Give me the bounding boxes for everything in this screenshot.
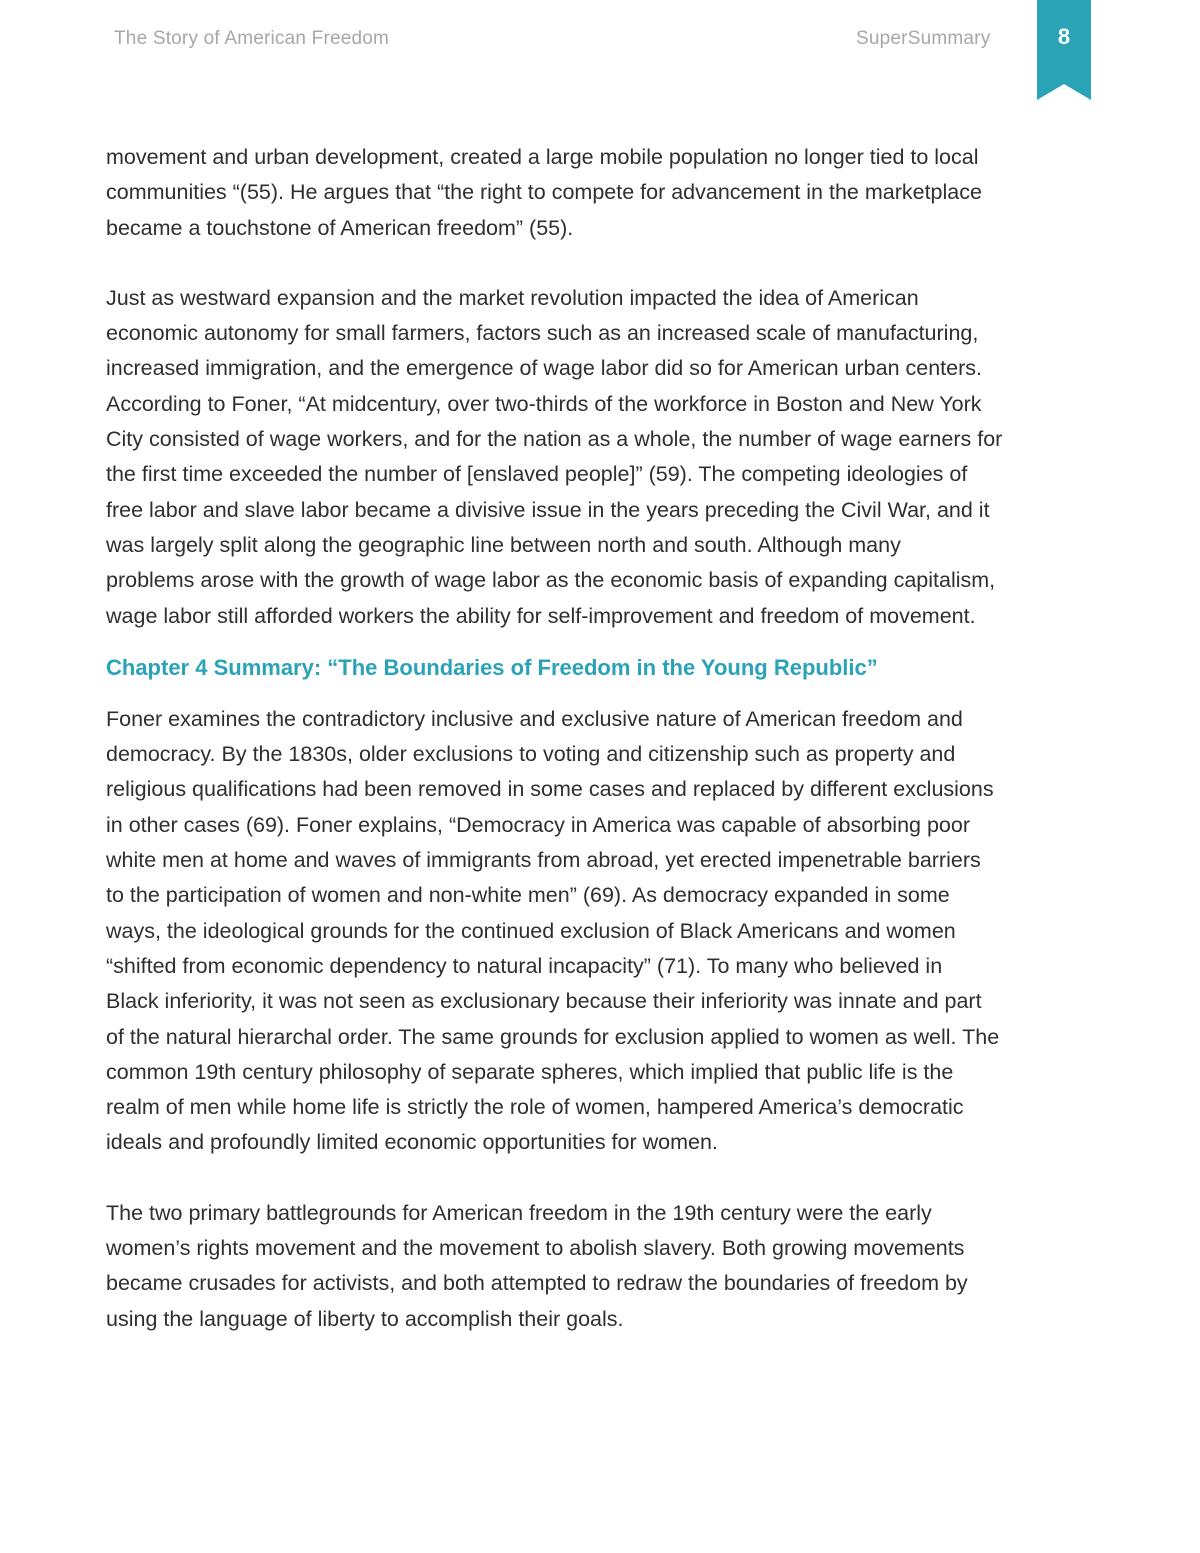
running-header-brand: SuperSummary xyxy=(856,28,991,49)
page-number-bookmark xyxy=(1037,0,1091,100)
page-number: 8 xyxy=(1057,24,1071,49)
heading-spacer xyxy=(106,688,1106,702)
heading-spacer xyxy=(106,634,1106,648)
body-paragraph-4: The two primary battlegrounds for American freedom in the 19th century were the early women’s rights movement and the movement to abolish slavery. Both growing movements became crusades for activists, and both attempted to redraw the boundaries of freedom by using the language of liberty to accomplish their goals. xyxy=(106,1200,968,1331)
body-paragraph-1: movement and urban development, created a large mobile population no longer tied to local communities “(55). He argues that “the right to compete for advancement in the marketplace became a touchstone of American freedom” (55). xyxy=(106,145,982,240)
body-content xyxy=(106,140,1106,1337)
paragraph-spacer xyxy=(106,1161,1106,1196)
running-header-book-title: The Story of American Freedom xyxy=(114,28,390,49)
body-paragraph-2: Just as westward expansion and the market revolution impacted the idea of American economic autonomy for small farmers, factors such as an increased scale of manufacturing, increased immigration, and the emergence of wage labor did so for American urban centers. According to Foner, “At midcentury, over two-thirds of the workforce in Boston and New York City consisted of wage workers, and for the nation as a whole, the number of wage earners for the first time exceeded the number of [enslaved people]” (59). The competing ideologies of free labor and slave labor became a divisive issue in the years preceding the Civil War, and it was largely split along the geographic line between north and south. Although many problems arose with the growth of wage labor as the economic basis of expanding capitalism, wage labor still afforded workers the ability for self-improvement and freedom of movement. xyxy=(106,285,1003,628)
paragraph-spacer xyxy=(106,246,1106,281)
bookmark-ribbon-icon xyxy=(1037,0,1091,100)
body-paragraph-3: Foner examines the contradictory inclusive and exclusive nature of American freedom and democracy. By the 1830s, older exclusions to voting and citizenship such as property and religious qualifications had been removed in some cases and replaced by different exclusions in other cases (69). Foner explains, “Democracy in America was capable of absorbing poor white men at home and waves of immigrants from abroad, yet erected impenetrable barriers to the participation of women and non-white men” (69). As democracy expanded in some ways, the ideological grounds for the continued exclusion of Black Americans and women “shifted from economic dependency to natural incapacity” (71). To many who believed in Black inferiority, it was not seen as exclusionary because their inferiority was innate and part of the natural hierarchal order. The same grounds for exclusion applied to women as well. The common 19th century philosophy of separate spheres, which implied that public life is the realm of men while home life is strictly the role of women, hampered America’s democratic ideals and profoundly limited economic opportunities for women. xyxy=(106,706,1000,1155)
chapter-heading: Chapter 4 Summary: “The Boundaries of Freedom in the Young Republic” xyxy=(106,654,878,680)
